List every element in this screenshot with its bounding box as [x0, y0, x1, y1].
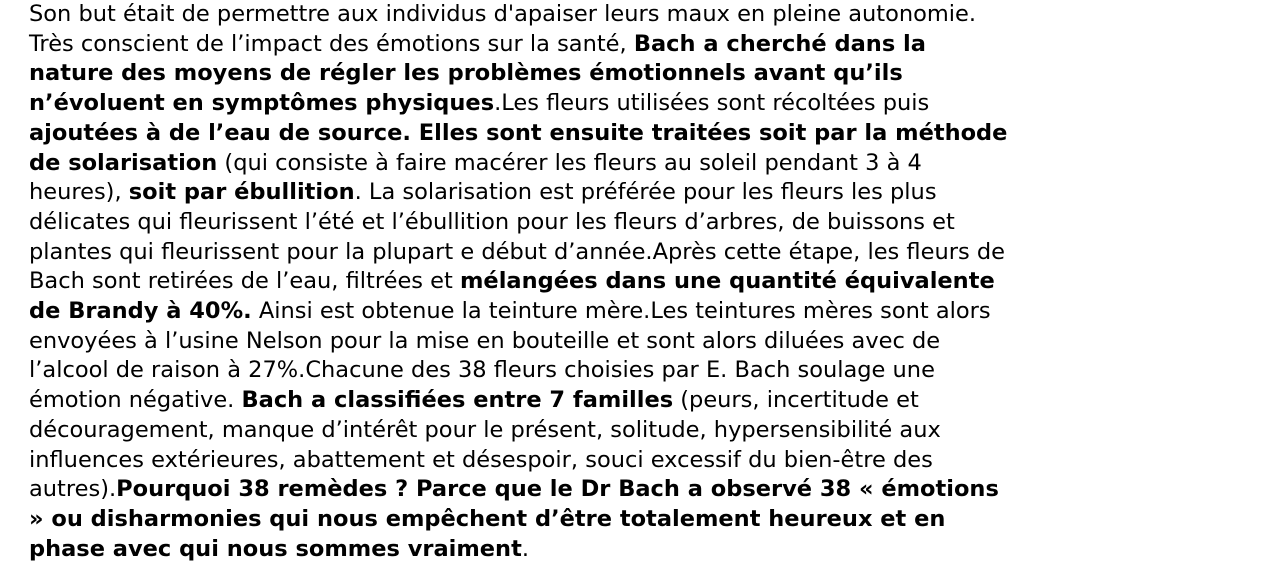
text-run: Ainsi est obtenue la teinture mère.Les teintures mères sont alors [251, 298, 991, 325]
text-line [29, 208, 1149, 238]
text-line [29, 89, 1149, 119]
text-run: heures), [29, 179, 129, 206]
bold-text-run: de Brandy à 40%. [29, 298, 252, 325]
text-line [29, 505, 1149, 535]
text-run: Très conscient de l’impact des émotions sur la santé, [29, 30, 634, 57]
text-run: (qui consiste à faire macérer les fleurs au soleil pendant 3 à 4 [217, 149, 922, 176]
text-run: plantes qui fleurissent pour la plupart e début d’année.Après cette étape, les fleurs de [29, 238, 1005, 265]
text-run: envoyées à l’usine Nelson pour la mise en bouteille et sont alors diluées avec de [29, 327, 941, 354]
bold-text-run: Bach a cherché dans la [633, 30, 926, 57]
text-line [29, 0, 1149, 30]
text-run: l’alcool de raison à 27%.Chacune des 38 fleurs choisies par E. Bach soulage une [29, 357, 935, 384]
text-run: (peurs, incertitude et [673, 387, 919, 414]
text-run: autres). [29, 476, 117, 503]
text-run: .Les fleurs utilisées sont récoltées puis [494, 90, 930, 117]
text-line [29, 238, 1149, 268]
text-run: Son but était de permettre aux individus d'apaiser leurs maux en pleine autonomie. [29, 1, 977, 27]
bold-text-run: Pourquoi 38 remèdes ? Parce que le Dr Bach a observé 38 « émotions [116, 476, 999, 503]
text-run: émotion négative. [29, 387, 242, 414]
bold-text-run: mélangées dans une quantité équivalente [459, 268, 995, 295]
text-run: influences extérieures, abattement et désespoir, souci excessif du bien-être des [29, 446, 933, 473]
text-line [29, 178, 1149, 208]
text-line [29, 149, 1149, 179]
text-run: . [521, 535, 529, 562]
text-line [29, 356, 1149, 386]
text-line [29, 535, 1149, 565]
text-run: délicates qui fleurissent l’été et l’ébullition pour les fleurs d’arbres, de buissons et [29, 208, 955, 235]
text-line [29, 386, 1149, 416]
bold-text-run: phase avec qui nous sommes vraiment [29, 535, 522, 562]
text-line [29, 416, 1149, 446]
bold-text-run: » ou disharmonies qui nous empêchent d’être totalement heureux et en [29, 505, 946, 532]
text-line [29, 297, 1149, 327]
text-run: découragement, manque d’intérêt pour le présent, solitude, hypersensibilité aux [29, 416, 941, 443]
bold-text-run: nature des moyens de régler les problèmes émotionnels avant qu’ils [29, 60, 903, 87]
text-run: Bach sont retirées de l’eau, filtrées et [29, 268, 460, 295]
bold-text-run: ajoutées à de l’eau de source. Elles sont ensuite traitées soit par la méthode [29, 119, 1008, 146]
document-paragraph [29, 0, 1149, 564]
bold-text-run: n’évoluent en symptômes physiques [29, 90, 495, 117]
text-line [29, 267, 1149, 297]
text-line [29, 327, 1149, 357]
bold-text-run: de solarisation [29, 149, 218, 176]
text-line [29, 119, 1149, 149]
bold-text-run: soit par ébullition [128, 179, 355, 206]
text-run: . La solarisation est préférée pour les fleurs les plus [354, 179, 937, 206]
bold-text-run: Bach a classifiées entre 7 familles [241, 387, 674, 414]
text-line [29, 475, 1149, 505]
text-line [29, 30, 1149, 60]
text-line [29, 446, 1149, 476]
text-line [29, 59, 1149, 89]
